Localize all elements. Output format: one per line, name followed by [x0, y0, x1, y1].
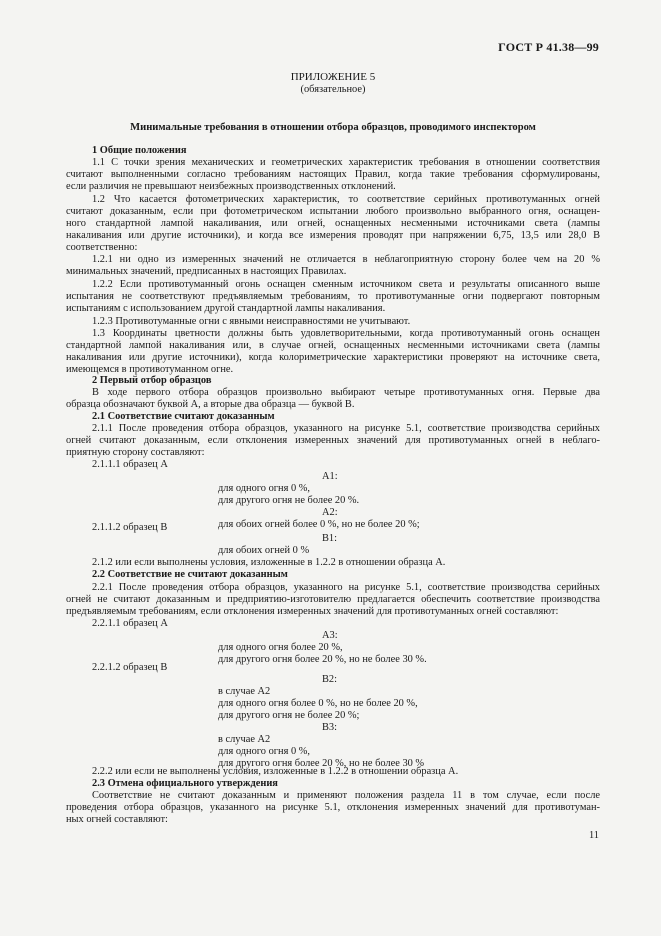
- para-1-2-line-1: 1.2 Что касается фотометрических характеристик, то соответствие серийных противотуманных огней: [92, 194, 600, 205]
- para-2-line-2: образца обозначают буквой А, а вторые два образца — буквой В.: [66, 399, 355, 410]
- case-b3-line-3: для другого огня более 20 %, но не более 30 %: [218, 758, 425, 769]
- para-1-1-line-3: если различия не превышают неизбежных производственных отклонений.: [66, 181, 396, 192]
- sample-a-label-2: 2.2.1.1 образец А: [92, 618, 168, 629]
- case-b2-line-2: для одного огня более 0 %, но не более 20 %,: [218, 698, 418, 709]
- case-b3: В3:: [322, 722, 338, 733]
- case-b2-line-1: в случае А2: [218, 686, 271, 697]
- para-1-3-line-1: 1.3 Координаты цветности должны быть удовлетворительными, когда противотуманный огонь оснащен: [92, 328, 600, 339]
- section-2-heading: 2 Первый отбор образцов: [92, 375, 212, 386]
- appendix-title: ПРИЛОЖЕНИЕ 5: [290, 71, 376, 83]
- para-1-1-line-1: 1.1 С точки зрения механических и геометрических характеристик требования в отношении соответствия: [92, 157, 600, 168]
- case-b1: В1:: [322, 533, 338, 544]
- sample-b-label-1: 2.1.1.2 образец В: [92, 522, 168, 533]
- para-2-line-1: В ходе первого отбора образцов произвольно выбирают четыре противотуманных огня. Первые два: [92, 387, 600, 398]
- sample-a-label-1: 2.1.1.1 образец А: [92, 459, 168, 470]
- case-a1: А1:: [322, 471, 338, 482]
- para-2-1-1-line-3: приятную сторону составляют:: [66, 447, 205, 458]
- para-2-2-1-line-3: предъявляемым требованиям, если отклонения измеренных значений для противотуманных огней составляют:: [66, 606, 559, 617]
- para-1-2-2-line-3: испытаниям с использованием другой стандартной лампы накаливания.: [66, 303, 386, 314]
- section-1-heading: 1 Общие положения: [92, 145, 187, 156]
- para-1-3-line-3: накаливания или другие источники), когда колориметрические характеристики проверяют на источнике света,: [66, 352, 600, 363]
- case-b2: В2:: [322, 674, 338, 685]
- para-2-3-line-2: проведения отбора образцов, указанного на рисунке 5.1, отклонения измеренных значений для противотуман-: [66, 802, 600, 813]
- para-1-2-line-2: считают доказанным, если при фотометрическом испытании любого произвольно выбранного огня, оснащен-: [66, 206, 600, 217]
- para-1-2-1-line-2: минимальных значений, предписанных в настоящих Правилах.: [66, 266, 347, 277]
- section-2-2-heading: 2.2 Соответствие не считают доказанным: [92, 569, 288, 580]
- para-1-3-line-4: имеющемся в противотуманном огне.: [66, 364, 234, 375]
- case-a1-line-1: для одного огня 0 %,: [218, 483, 311, 494]
- case-a2-line-1: для обоих огней более 0 %, но не более 20 %;: [218, 519, 420, 530]
- case-a3: А3:: [322, 630, 338, 641]
- case-b3-line-2: для одного огня 0 %,: [218, 746, 311, 757]
- para-1-2-line-4: накаливания или другие источники), и когда все измерения проводят при напряжении 6,75, 13,5 или 28,0 В: [66, 230, 600, 241]
- para-1-2-line-3: ного стандартной лампой накаливания, или огней, оснащенных несменными источниками света (лампы: [66, 218, 600, 229]
- page-number: 11: [588, 830, 599, 841]
- para-2-2-1-line-1: 2.2.1 После проведения отбора образцов, указанного на рисунке 5.1, соответствие производства серийных: [92, 582, 600, 593]
- para-1-2-1-line-1: 1.2.1 ни одно из измеренных значений не отличается в неблагоприятную сторону более чем на 20 %: [92, 254, 600, 265]
- para-1-3-line-2: стандартной лампой накаливания или, в случае огней, оснащенных несменными источниками света (лампы: [66, 340, 600, 351]
- case-b2-line-3: для другого огня не более 20 %;: [218, 710, 360, 721]
- para-2-1-1-line-2: огней считают доказанным, если отклонения измеренных значений для противотуманных огней в неблаго-: [66, 435, 600, 446]
- case-a3-line-2: для другого огня более 20 %, но не более 30 %.: [218, 654, 427, 665]
- para-1-2-2-line-2: испытания не соответствуют предъявляемым требованиям, то противотуманные огни подвергают повторным: [66, 291, 600, 302]
- case-a3-line-1: для одного огня более 20 %,: [218, 642, 343, 653]
- section-2-1-heading: 2.1 Соответствие считают доказанным: [92, 411, 275, 422]
- para-2-2-1-line-2: огней не считают доказанным и предприятию-изготовителю предлагается обеспечить соответствие производства: [66, 594, 600, 605]
- sample-b-label-2: 2.2.1.2 образец В: [92, 662, 168, 673]
- case-b1-line-1: для обоих огней 0 %: [218, 545, 310, 556]
- para-2-1-2: 2.1.2 или если выполнены условия, изложенные в 1.2.2 в отношении образца А.: [92, 557, 446, 568]
- para-2-3-line-3: ных огней составляют:: [66, 814, 168, 825]
- case-a2: А2:: [322, 507, 338, 518]
- para-1-2-3: 1.2.3 Противотуманные огни с явными неисправностями не учитывают.: [92, 316, 411, 327]
- para-2-3-line-1: Соответствие не считают доказанным и применяют положения раздела 11 в том случае, если после: [92, 790, 600, 801]
- appendix-subtitle: (обязательное): [300, 84, 366, 95]
- para-1-1-line-2: считают выполненными согласно требованиям настоящих Правил, когда такие требования сформулированы,: [66, 169, 600, 180]
- para-1-2-2-line-1: 1.2.2 Если противотуманный огонь оснащен сменным источником света и результаты описанного выше: [92, 279, 600, 290]
- case-a1-line-2: для другого огня не более 20 %.: [218, 495, 360, 506]
- section-2-3-heading: 2.3 Отмена официального утверждения: [92, 778, 278, 789]
- standard-number: ГОСТ Р 41.38—99: [498, 40, 599, 54]
- para-2-2-2: 2.2.2 или если не выполнены условия, изложенные в 1.2.2 в отношении образца А.: [92, 766, 459, 777]
- para-2-1-1-line-1: 2.1.1 После проведения отбора образцов, указанного на рисунке 5.1, соответствие производства серийных: [92, 423, 600, 434]
- case-b3-line-1: в случае А2: [218, 734, 271, 745]
- main-title: Минимальные требования в отношении отбора образцов, проводимого инспектором: [130, 122, 536, 133]
- para-1-2-line-5: соответственно:: [66, 242, 138, 253]
